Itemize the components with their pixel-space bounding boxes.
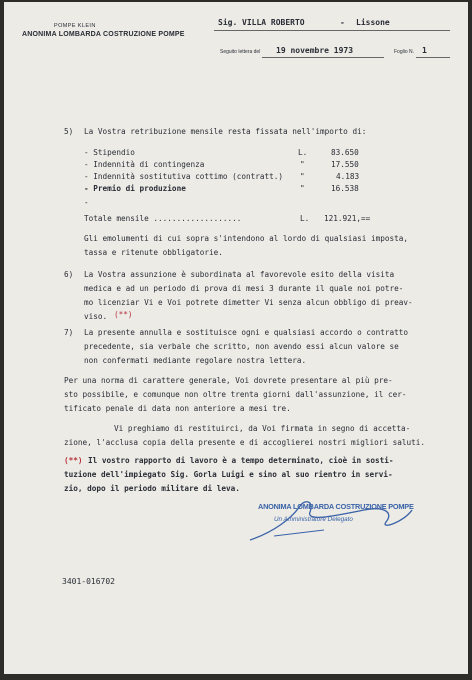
recipient-city: Lissone [356,18,390,27]
section-6-line: viso. [84,312,108,321]
footnote-line: Il vostro rapporto di lavoro è a tempo determinato, cioè in sosti- [88,456,394,465]
norma-line: Per una norma di carattere generale, Voi dovrete presentare al più pre- [64,376,393,385]
letter-sheet [4,2,468,674]
salary-item-currency: L. [298,148,308,157]
salary-item-value: 83.650 [331,148,359,157]
section-6-footnote-mark: (**) [114,310,133,319]
salary-item-label: - [84,198,89,207]
recipient-name: VILLA ROBERTO [242,18,305,27]
section-6-line: medica e ad un periodo di prova di mesi 3 durante il quale noi potre- [84,284,404,293]
total-currency: L. [300,214,310,223]
norma-line: tificato penale di data non anteriore a mesi tre. [64,404,291,413]
recipient-prefix: Sig. [218,18,238,27]
section-5-note-line: Gli emolumenti di cui sopra s'intendono al lordo di qualsiasi imposta, [84,234,408,243]
total-label: Totale mensile ................... [84,214,242,223]
section-7-number: 7) [64,328,74,337]
footnote-line: zio, dopo il periodo militare di leva. [64,484,240,493]
company-name: ANONIMA LOMBARDA COSTRUZIONE POMPE [22,31,185,38]
section-6-line: La Vostra assunzione è subordinata al favorevole esito della visita [84,270,395,279]
closing-line: Vi preghiamo di restituirci, da Voi firmata in segno di accetta- [114,424,411,433]
section-5-note-line: tassa e ritenute obbligatorie. [84,248,223,257]
sheet-rule [416,57,450,58]
signature-icon [244,492,424,548]
recipient-dash: - [340,18,345,27]
salary-item-currency: " [300,172,305,181]
section-5-number: 5) [64,127,74,136]
salary-item-label: - Stipendio [84,148,135,157]
recipient-rule [214,30,450,31]
salary-item-label: - Indennità di contingenza [84,160,205,169]
footnote-line: tuzione dell'impiegato Sig. Gorla Luigi e sino al suo rientro in servi- [64,470,393,479]
salary-item-value: 4.183 [336,172,360,181]
sheet-number: 1 [422,46,427,55]
section-7-line: precedente, sia verbale che scritto, non avendo essi alcun valore se [84,342,399,351]
date-rule [262,57,384,58]
stamp-role: Un Amministratore Delegato [274,516,353,523]
closing-line: zione, l'acclusa copia della presente e di accoglierei nostri migliori saluti. [64,438,426,447]
salary-item-currency: " [300,184,305,193]
total-value: 121.921,== [324,214,371,223]
document-code: 3401-016702 [62,577,115,586]
norma-line: sto possibile, e comunque non oltre trenta giorni dall'assunzione, il cer- [64,390,407,399]
section-5-text: La Vostra retribuzione mensile resta fissata nell'importo di: [84,127,367,136]
salary-item-value: 17.550 [331,160,359,169]
reference-label: Seguito lettera del [220,49,261,55]
salary-item-label: - Premio di produzione [84,184,186,193]
section-6-number: 6) [64,270,74,279]
stamp-company: ANONIMA LOMBARDA COSTRUZIONE POMPE [258,502,414,511]
salary-item-value: 16.538 [331,184,359,193]
salary-item-currency: " [300,160,305,169]
section-7-line: La presente annulla e sostituisce ogni e qualsiasi accordo o contratto [84,328,408,337]
salary-item-label: - Indennità sostitutiva cottimo (contratt.) [84,172,284,181]
sheet-label: Foglio N. [394,49,415,55]
brand-small: POMPE KLEIN [54,23,96,29]
section-7-line: non confermati mediante regolare nostra lettera. [84,356,307,365]
footnote-mark: (**) [64,456,83,465]
reference-date: 19 novembre 1973 [276,46,354,55]
section-6-line: mo licenziar Vi e Voi potrete dimetter Vi senza alcun obbligo di preav- [84,298,413,307]
